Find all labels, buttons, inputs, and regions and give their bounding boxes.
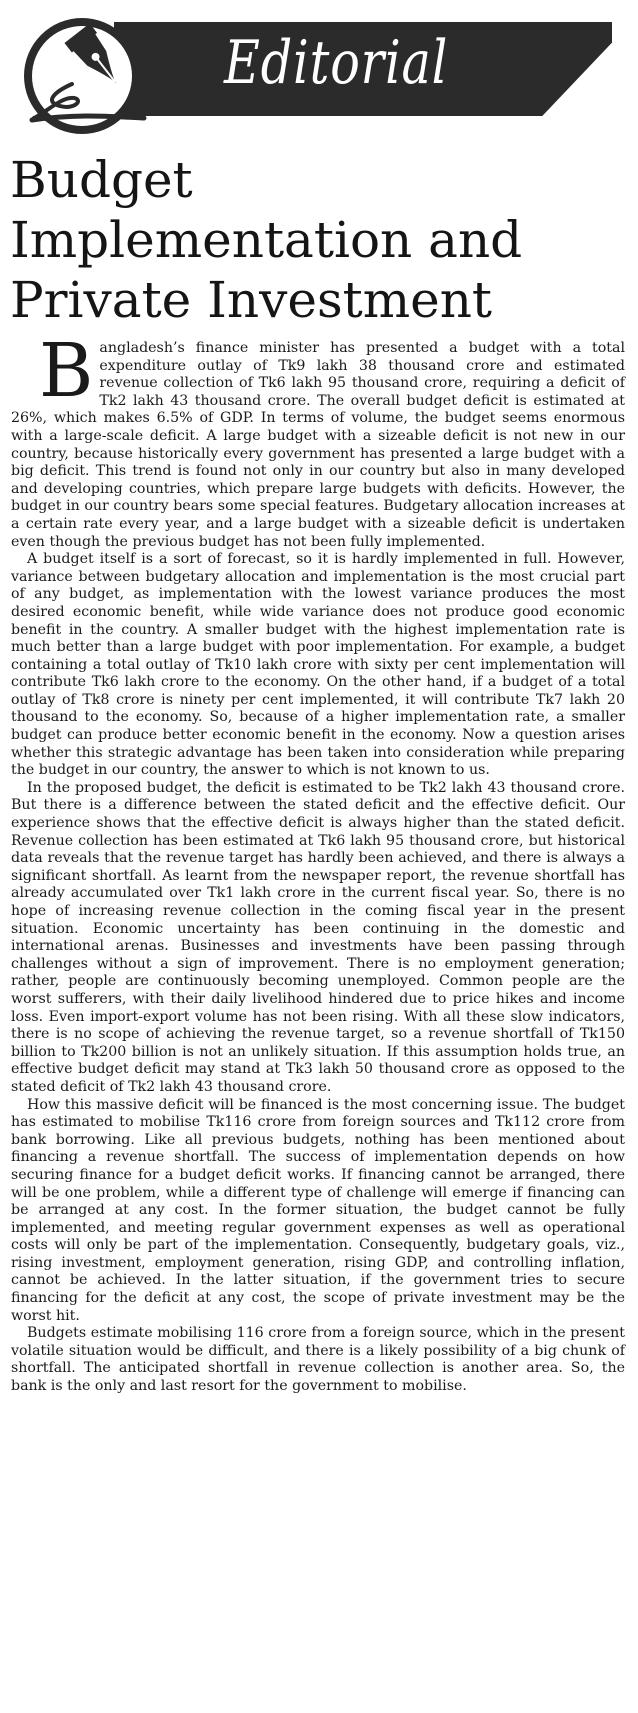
section-title: Editorial [224,28,449,98]
article-paragraph: In the proposed budget, the deficit is estimated to be Tk2 lakh 43 thousand crore. But there is a difference between the stated deficit and the effective deficit. Our experience shows that the effective deficit is always higher than the stated deficit. Revenue collection has been estimated at Tk6 lakh 95 thousand crore, but historical data reveals that the revenue target has hardly been achieved, and there is always a significant shortfall. As learnt from the newspaper report, the revenue shortfall has already accumulated over Tk1 lakh crore in the current fiscal year. So, there is no hope of increasing revenue collection in the coming fiscal year in the present situation. Economic uncertainty has been continuing in the domestic and international arenas. Businesses and investments have been passing through challenges without a sign of improvement. There is no employment generation; rather, people are continuously becoming unemployed. Common people are the worst sufferers, with their daily livelihood hindered due to price hikes and income loss. Even import-export volume has not been rising. With all these slow indicators, there is no scope of achieving the revenue target, so a revenue shortfall of Tk150 billion to Tk200 billion is not an unlikely situation. If this assumption holds true, an effective budget deficit may stand at Tk3 lakh 50 thousand crore as opposed to the stated deficit of Tk2 lakh 43 thousand crore. [11,779,625,1095]
fountain-pen-nib-icon [14,14,162,136]
article-body [11,328,625,1396]
article-paragraph [11,328,625,551]
editorial-masthead [14,14,624,136]
first-paragraph-text: angladesh’s finance minister has presented a budget with a total expenditure outlay of Tk9 lakh 38 thousand crore and estimated revenue collection of Tk6 lakh 95 thousand crore, requiring a deficit of Tk2 lakh 43 thousand crore. The overall budget deficit is estimated at 26%, which makes 6.5% of GDP. In terms of volume, the budget seems enormous with a large-scale deficit. A large budget with a sizeable deficit is not new in our country, because historically every government has presented a large budget with a big deficit. This trend is found not only in our country but also in many developed and developing countries, which prepare large budgets with deficits. However, the budget in our country bears some special features. Budgetary allocation increases at a certain rate every year, and a large budget with a sizeable deficit is undertaken even though the previous budget has not been fully implemented. [11,340,625,550]
article-paragraph: How this massive deficit will be financed is the most concerning issue. The budget has estimated to mobilise Tk116 crore from foreign sources and Tk112 crore from bank borrowing. Like all previous budgets, nothing has been mentioned about financing a revenue shortfall. The success of implementation depends on how securing finance for a budget deficit works. If financing cannot be arranged, there will be one problem, while a different type of challenge will emerge if financing can be arranged at any cost. In the former situation, the budget cannot be fully implemented, and meeting regular government expenses as well as operational costs will only be part of the implementation. Consequently, budgetary goals, viz., rising investment, employment generation, rising GDP, and controlling inflation, cannot be achieved. In the latter situation, if the government tries to secure financing for the deficit at any cost, the scope of private investment may be the worst hit. [11,1096,625,1324]
article-paragraph: Budgets estimate mobilising 116 crore from a foreign source, which in the present volatile situation would be difficult, and there is a likely possibility of a big chunk of shortfall. The anticipated shortfall in revenue collection is another area. So, the bank is the only and last resort for the government to mobilise. [11,1325,625,1395]
drop-cap: B [39,328,94,414]
article-paragraph: A budget itself is a sort of forecast, so it is hardly implemented in full. However, variance between budgetary allocation and implementation is the most crucial part of any budget, as implementation with the lowest variance produces the most desired economic benefit, while wide variance does not produce good economic benefit in the country. A smaller budget with the highest implementation rate is much better than a large budget with poor implementation. For example, a budget containing a total outlay of Tk10 lakh crore with sixty per cent implementation will contribute Tk6 lakh crore to the economy. On the other hand, if a budget of a total outlay of Tk8 crore is ninety per cent implemented, it will contribute Tk7 lakh 20 thousand to the economy. So, because of a higher implementation rate, a smaller budget can produce better economic benefit in the economy. Now a question arises whether this strategic advantage has been taken into consideration while preparing the budget in our country, the answer to which is not known to us. [11,551,625,779]
article-headline: Budget Implementation and Private Investment [10,151,523,329]
